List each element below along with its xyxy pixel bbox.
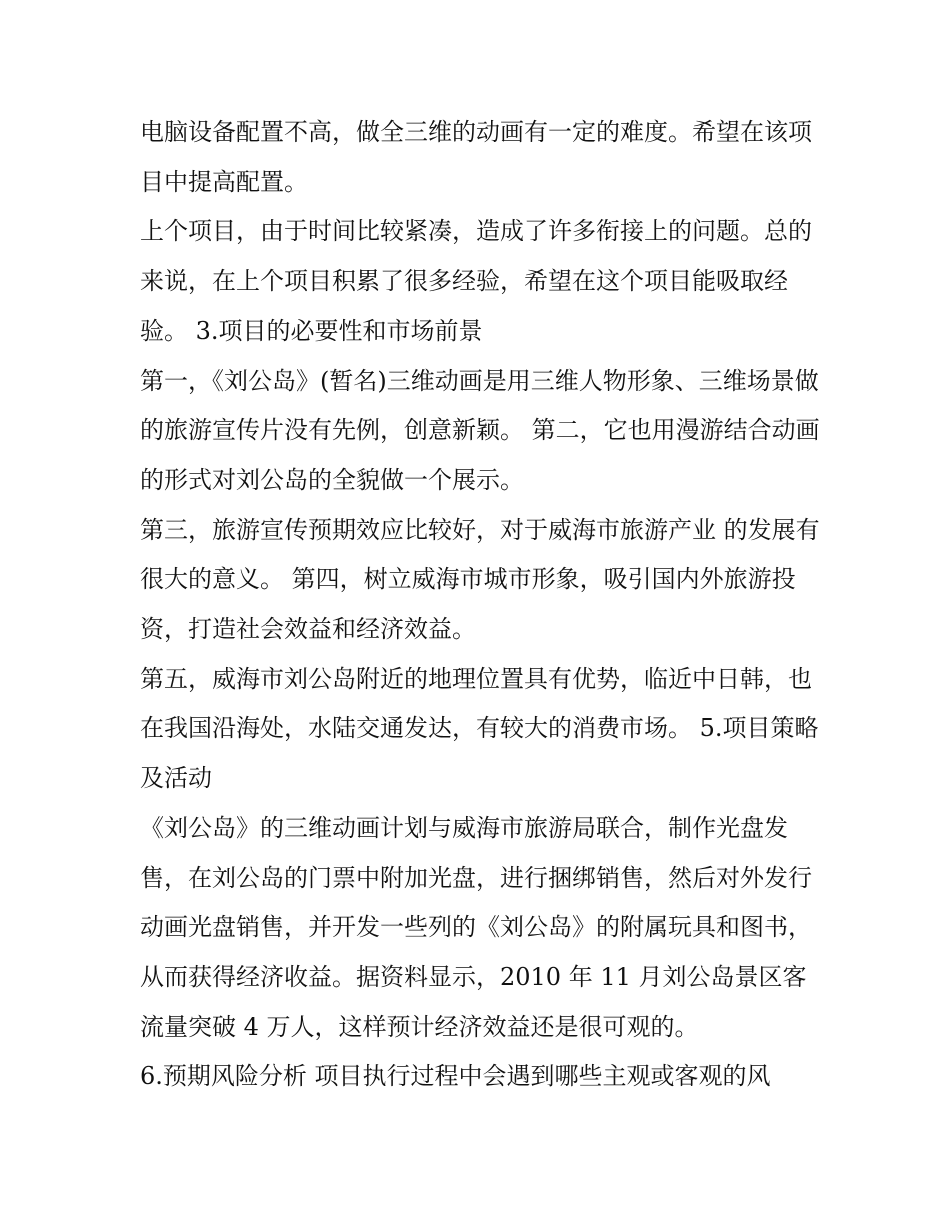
paragraph-third-fourth: 第三，旅游宣传预期效应比较好，对于威海市旅游产业 的发展有很大的意义。 第四，树立威海市城市形象，吸引国内外旅游投资，打造社会效益和经济效益。 [140,515,820,644]
paragraph-strategy: 《刘公岛》的三维动画计划与威海市旅游局联合，制作光盘发售，在刘公岛的门票中附加光盘，进行捆绑销售，然后对外发行动画光盘销售，并开发一些列的《刘公岛》的附属玩具和图书，从而获得经济收益。据资料显示，2010 年 11 月刘公岛景区客流量突破 4 万人，这样预计经济效益还是很可观的。 [140,813,812,1041]
paragraph-equipment: 电脑设备配置不高，做全三维的动画有一定的难度。希望在该项目中提高配置。 [140,118,812,196]
paragraph-fifth: 第五，威海市刘公岛附近的地理位置具有优势，临近中日韩，也在我国沿海处，水陆交通发达，有较大的消费市场。 5.项目策略及活动 [140,664,819,793]
paragraph-first-second: 第一，《刘公岛》(暂名)三维动画是用三维人物形象、三维场景做的旅游宣传片没有先例，创意新颖。 第二，它也用漫游结合动画的形式对刘公岛的全貌做一个展示。 [140,366,820,494]
document-body [140,108,820,1102]
paragraph-risk: 6.预期风险分析 项目执行过程中会遇到哪些主观或客观的风 [140,1062,771,1091]
paragraph-previous-project: 上个项目，由于时间比较紧凑，造成了许多衔接上的问题。总的来说，在上个项目积累了很多经验，希望在这个项目能吸取经验。 3.项目的必要性和市场前景 [140,217,812,345]
